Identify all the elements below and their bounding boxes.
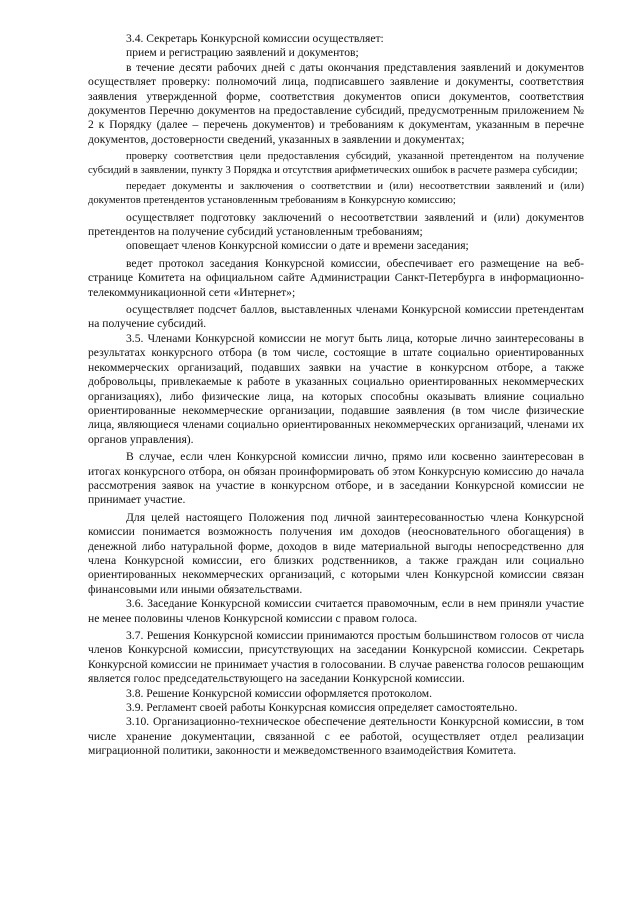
paragraph: 3.10. Организационно-техническое обеспечение деятельности Конкурсной комиссии, в том числе хранение документации, связанной с ее работой, осуществляет отдел реализации миграционной политики, законности и межведомственного взаимодействия Комитета.	[88, 715, 584, 758]
paragraph: 3.4. Секретарь Конкурсной комиссии осуществляет:	[126, 32, 384, 45]
paragraph: 3.8. Решение Конкурсной комиссии оформляется протоколом.	[126, 686, 433, 700]
paragraph: осуществляет подготовку заключений о несоответствии заявлений и (или) документов претендентов на получение субсидий установленным требованиям;	[88, 210, 584, 239]
paragraph: оповещает членов Конкурсной комиссии о дате и времени заседания;	[126, 239, 469, 253]
paragraph: проверку соответствия цели предоставления субсидий, указанной претендентом на получение субсидий в заявлении, пункту 3 Порядка и отсутствия арифметических ошибок в расчете размера субсидии;	[88, 151, 584, 176]
paragraph: 3.9. Регламент своей работы Конкурсная комиссия определяет самостоятельно.	[126, 701, 518, 715]
paragraph: Для целей настоящего Положения под личной заинтересованностью члена Конкурсной комиссии понимается возможность получения им доходов (неосновательного обогащения) в денежной либо натуральной форме, доходов в виде материальной выгоды непосредственно для члена Конкурсной комиссии, его близких родственников, а также граждан или социально ориентированных некоммерческих организаций, с которыми член Конкурсной комиссии связан финансовыми или иными обязательствами.	[88, 510, 584, 596]
paragraph: в течение десяти рабочих дней с даты окончания представления заявлений и документов осуществляет проверку: полномочий лица, подписавшего заявление и документы, соответствия заявления утвержденной форме, соответствия документов описи документов, соответствия документов Перечню документов на предоставление субсидий, предусмотренным приложением № 2 к Порядку (далее – перечень документов) и требованиям к документам, указанным в перечне документов, достоверности сведений, указанных в заявлении и документах;	[88, 60, 584, 146]
paragraph: прием и регистрацию заявлений и документов;	[126, 46, 359, 60]
paragraph: 3.7. Решения Конкурсной комиссии принимаются простым большинством голосов от числа членов Конкурсной комиссии, присутствующих на заседании Конкурсной комиссии. Секретарь Конкурсной комиссии не принимает участия в голосовании. В случае равенства голосов решающим является голос председательствующего на заседании Конкурсной комиссии.	[88, 629, 584, 686]
paragraph: осуществляет подсчет баллов, выставленных членами Конкурсной комиссии претендентам на получение субсидий.	[88, 303, 584, 331]
paragraph: 3.5. Членами Конкурсной комиссии не могут быть лица, которые лично заинтересованы в результатах конкурсного отбора (в том числе, состоящие в штате социально ориентированных некоммерческих организаций, подавших заявки на участие в конкурсном отборе, а также добровольцы, привлекаемые к работе в указанных социально ориентированных некоммерческих организациях), либо физические лица, на которых способны оказывать влияние социально ориентированные некоммерческие организации, подавшие заявления (в том числе физические лица, являющиеся членами социально ориентированных некоммерческих организаций, членами их органов управления).	[88, 331, 584, 446]
paragraph: В случае, если член Конкурсной комиссии лично, прямо или косвенно заинтересован в итогах конкурсного отбора, он обязан проинформировать об этом Конкурсную комиссию до начала рассмотрения заявок на участие в конкурсном отборе, и в заседании Конкурсной комиссии не принимает участие.	[88, 450, 584, 507]
paragraph: 3.6. Заседание Конкурсной комиссии считается правомочным, если в нем приняли участие не менее половины членов Конкурсной комиссии с правом голоса.	[88, 597, 584, 625]
document-page	[88, 32, 584, 759]
paragraph: передает документы и заключения о соответствии и (или) несоответствии заявлений и (или) документов претендентов установленным требованиям в Конкурсную комиссию;	[88, 181, 584, 207]
paragraph: ведет протокол заседания Конкурсной комиссии, обеспечивает его размещение на веб-странице Комитета на официальном сайте Администрации Санкт-Петербурга в информационно-телекоммуникационной сети «Интернет»;	[88, 256, 584, 299]
